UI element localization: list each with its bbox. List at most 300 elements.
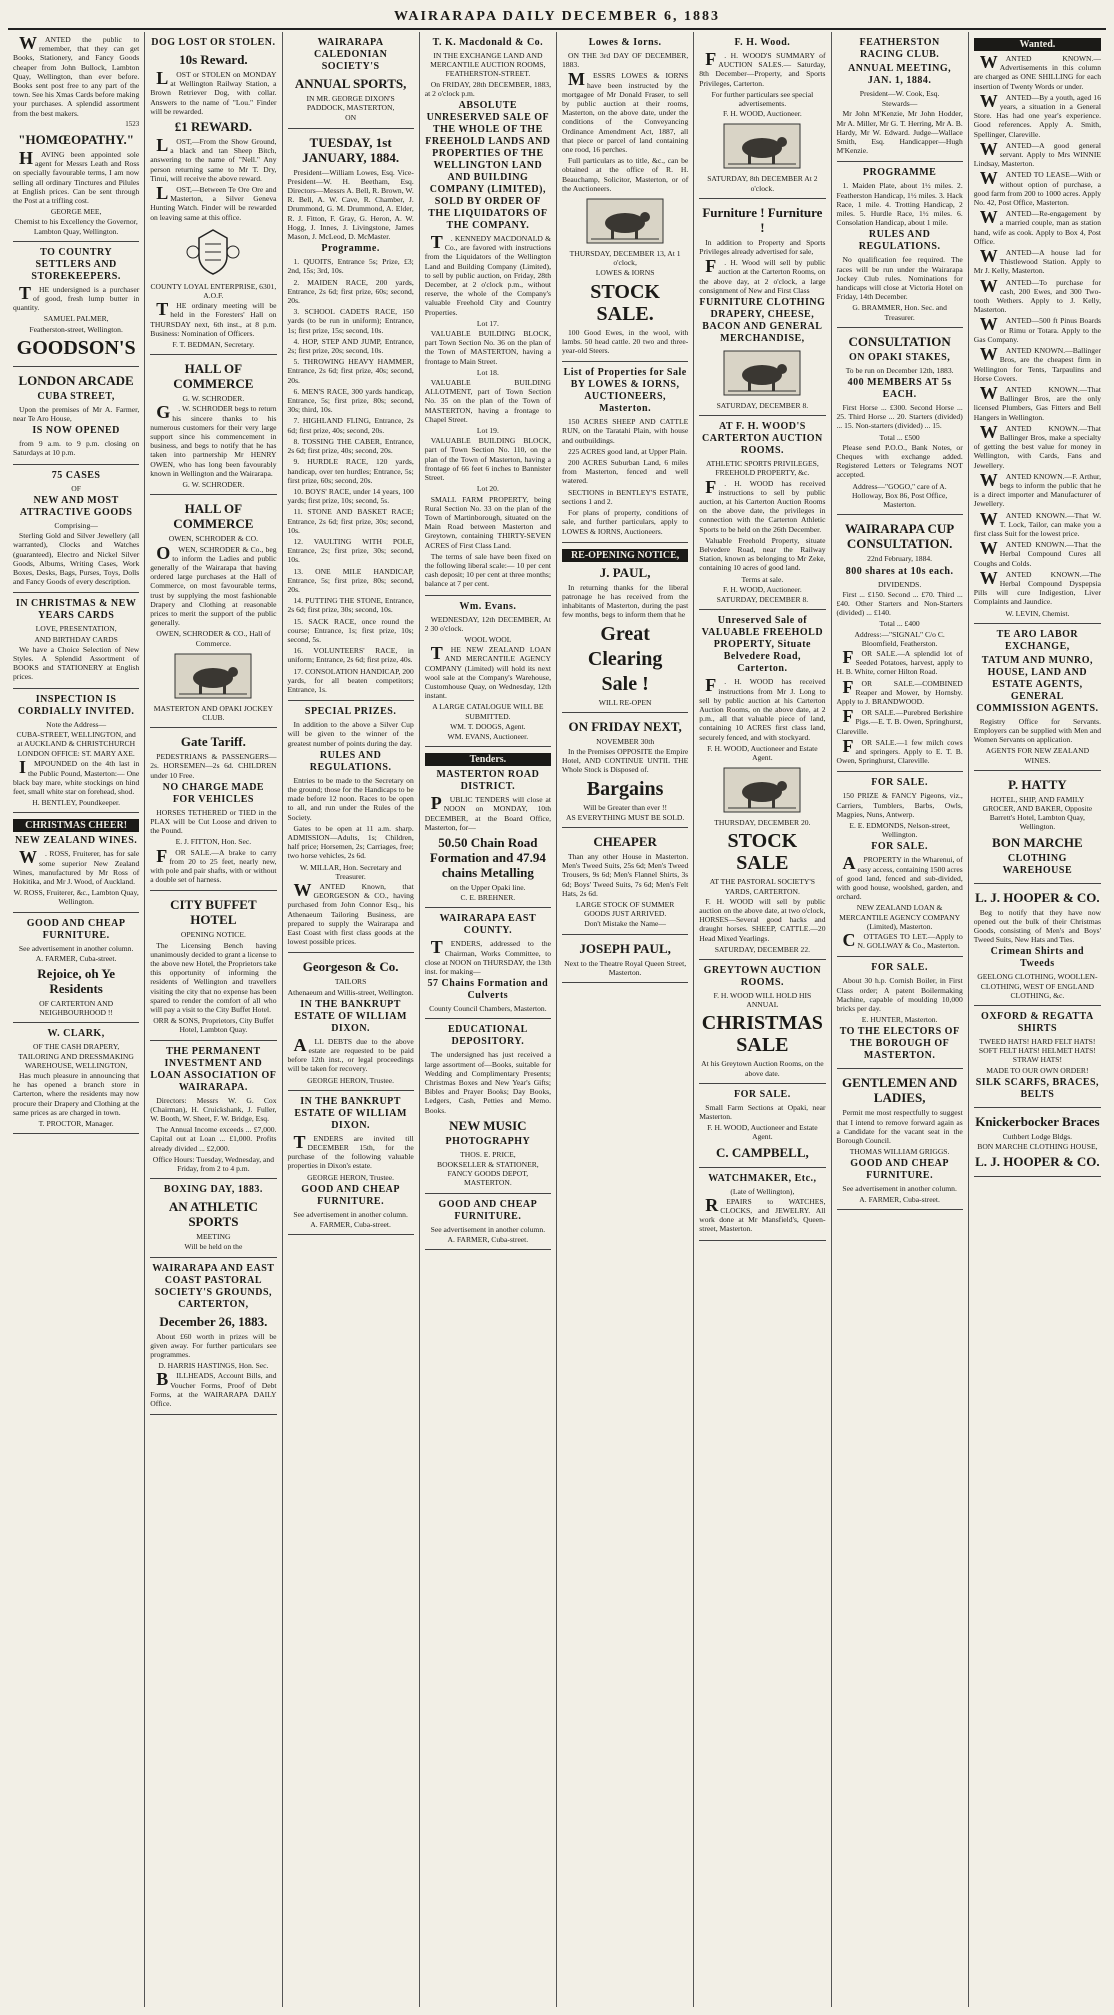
- ad-subline: Chemist to his Excellency the Governor, Lambton Quay, Wellington.: [14, 217, 138, 236]
- advertisement: [13, 242, 139, 367]
- ad-headline: AN ATHLETIC SPORTS: [168, 1199, 258, 1230]
- ad-text: Directors: Messrs W. G. Cox (Chairman), H. Cruickshank, J. Fuller, W. Booth, W. Sheet, F. W. Bridge, Esq.: [150, 1095, 277, 1124]
- ad-subline: F. H. WOOD, Auctioneer.: [722, 109, 802, 119]
- ad-subline: SATURDAY, DECEMBER 22.: [714, 944, 811, 954]
- ad-headline: 50.50 Chain Road Formation and 47.94 chains Metalling: [429, 834, 546, 880]
- ad-text: OTTAGES TO LET.—Apply to N. GOLLWAY & Co., Masterton.: [857, 932, 963, 951]
- ad-headline: December 26, 1883.: [159, 1313, 268, 1329]
- advertisement: [150, 355, 276, 495]
- ad-heading: WATCHMAKER, Etc.,: [708, 1172, 817, 1184]
- ad-subline: AS EVERYTHING MUST BE SOLD.: [566, 812, 685, 822]
- ad-text: . H. Wood will sell by public auction at the Carterton Rooms, on the above day, at 2 o'clock, a large consignment of New and First Class: [699, 258, 826, 295]
- ad-text: Full particulars as to title, &c., can be obtained at the office of R. H. Beauchamp, Solicitor, Masterton, or of the Auctioneers.: [562, 156, 689, 193]
- ad-heading: BOXING DAY, 1883.: [163, 1184, 263, 1196]
- drop-cap: W: [979, 508, 998, 529]
- ad-body-text: [425, 552, 551, 589]
- ad-text: ANTED KNOWN.—Ballinger Bros, are the cheapest firm in Wellington for Tents, Tarpaulins and Horse Covers.: [973, 346, 1101, 383]
- ad-subline: WM. T. DOOGS, Agent.: [450, 721, 526, 731]
- ad-body-text: [973, 508, 1101, 539]
- ad-text: Sterling Gold and Silver Jewellery (all warranted), Clocks and Watches (guaranteed), Electro and Nickel Silver Goods, Albums, Writing Cases, Work Boxes, Desks, Bags, Purses, Toys, Dolls and Fancy Goods of every description.: [13, 531, 140, 587]
- ad-subline: IN MR. GEORGE DIXON'S PADDOCK, MASTERTON,: [306, 94, 395, 113]
- advertisement: [425, 1019, 551, 1193]
- ad-heading: 800 shares at 10s each.: [845, 565, 954, 577]
- ad-body-text: [699, 258, 825, 295]
- ad-subline: T. PROCTOR, Manager.: [38, 1119, 114, 1129]
- ad-text: LL DEBTS due to the above estate are requested to be paid before 12th inst., or legal proceedings will be taken for recovery.: [287, 1036, 414, 1074]
- ad-headline: J. PAUL,: [599, 564, 651, 580]
- ad-heading: RULES AND REGULATIONS.: [858, 229, 941, 253]
- ad-subline: WOOL WOOL: [464, 634, 512, 644]
- ad-body-text: [837, 932, 963, 950]
- ad-body-text: [425, 1050, 551, 1114]
- ad-text: ILLHEADS, Account Bills, and Voucher Forms, Proof of Debt Forms, at the WAIRARAPA DAILY Office.: [150, 1371, 277, 1409]
- ad-body-text: [288, 646, 414, 664]
- advertisement: [837, 328, 963, 515]
- ad-subline: THURSDAY, DECEMBER 13, At 1 o'clock,: [569, 249, 681, 268]
- ad-subline: NEW ZEALAND LOAN & MERCANTILE AGENCY COMPANY (Limited), Masterton.: [839, 903, 961, 931]
- ad-text: ENDERS are invited till DECEMBER 15th, for the purchase of the following valuable properties in Dixon's estate.: [287, 1133, 414, 1171]
- advertisement: [288, 32, 414, 129]
- drop-cap: B: [156, 1369, 169, 1390]
- ad-subline: IN THE EXCHANGE LAND AND MERCANTILE AUCTION ROOMS, FEATHERSTON-STREET.: [430, 51, 546, 79]
- ad-subline: COUNTY LOYAL ENTERPRISE, 6301, A.O.F.: [150, 281, 277, 301]
- ad-heading: IS NOW OPENED: [32, 425, 120, 437]
- ad-subline: See advertisement in another column.: [18, 943, 134, 953]
- ad-text: ANTED KNOWN.—That Ballinger Bros, make a specialty of getting the best value for money in Wellington, with Cards, Fans and Jewellery.: [973, 423, 1101, 470]
- ad-subline: Address:—"SIGNAL" C/o C. Bloomfield, Featherston.: [854, 629, 945, 648]
- ad-body-text: [973, 382, 1101, 422]
- advertisement: [288, 701, 414, 953]
- ad-headline: CITY BUFFET HOTEL: [170, 897, 257, 928]
- ad-headline: £1 REWARD.: [174, 119, 253, 135]
- ad-body-text: [150, 404, 276, 478]
- ad-text: OR SALE.—COMBINED Reaper and Mower, by Hornsby. Apply to J. BRANDWOOD.: [836, 678, 963, 706]
- ad-heading: RULES AND REGULATIONS.: [309, 749, 392, 773]
- ad-heading: 400 MEMBERS AT 5s EACH.: [847, 377, 952, 401]
- ad-headline: P. HATTY: [1008, 776, 1067, 792]
- ad-heading: OXFORD & REGATTA SHIRTS: [981, 1011, 1094, 1035]
- ad-heading: SPECIAL PRIZES.: [304, 706, 397, 718]
- ad-text: VALUABLE BUILDING BLOCK, part Town Section No. 36 on the plan of the Town of MASTERTON, having a frontage to Main Street.: [424, 329, 551, 366]
- ad-subline: (Late of Wellington),: [730, 1186, 795, 1196]
- ad-heading: Unreserved Sale of VALUABLE FREEHOLD PROPERTY, Situate Belvedere Road, Carterton.: [701, 615, 824, 675]
- ad-body-text: [425, 615, 551, 633]
- ad-subline: Note the Address—: [46, 719, 107, 729]
- ad-text: OR SALE.—1 few milch cows and springers. Apply to E. T. B. Owen, Springhurst, Clareville.: [836, 737, 963, 766]
- ad-body-text: [974, 346, 1101, 383]
- ad-body-text: [288, 882, 414, 946]
- advertisement: [562, 828, 688, 935]
- section-banner: CHRISTMAS CHEER!: [13, 819, 139, 832]
- ad-subline: A. FARMER, Cuba-street.: [447, 1234, 529, 1244]
- drop-cap: T: [430, 937, 443, 958]
- drop-cap: F: [705, 675, 717, 696]
- ad-subline: Office Hours: Tuesday, Wednesday, and Friday, from 2 to 4 p.m.: [152, 1154, 275, 1174]
- ad-subline: President—W. Cook, Esq.: [859, 89, 940, 98]
- ad-text: ANTED KNOWN.—Advertisements in this column are charged as ONE SHILLING for each insertion of Twenty Words or under.: [973, 54, 1101, 91]
- ad-text: Beg to notify that they have now opened out the bulk of their Christmas Goods, consisting of Men's and Boys' Tweed Suits, New Hats and Ties.: [973, 907, 1101, 945]
- advertisement: [562, 362, 688, 542]
- ad-heading: TO THE ELECTORS OF THE BOROUGH OF MASTERTON.: [839, 1026, 960, 1062]
- ad-display-headline: CHRISTMAS SALE: [701, 1012, 823, 1057]
- woodcut-illustration-icon: [585, 197, 665, 245]
- ad-subline: Total ... £500: [879, 432, 920, 442]
- ad-subline: MASTERTON AND OPAKI JOCKEY CLUB.: [153, 703, 273, 722]
- ad-text: Upon the premises of Mr A. Farmer, near Te Aro House,: [13, 404, 140, 424]
- ad-body-text: [13, 150, 139, 205]
- advertisement: [974, 884, 1101, 1006]
- ad-text: 14. PUTTING THE STONE, Entrance, 2s 6d; first prize, 30s; second, 10s.: [287, 596, 414, 615]
- ad-display-headline: STOCK SALE: [727, 830, 798, 875]
- ad-subline: OWEN, SCHRODER & CO.: [168, 534, 258, 544]
- ad-text: 6. MEN'S RACE, 300 yards handicap, Entrance, 5s; first prize, 80s; second, 30s; third, 10s.: [287, 386, 414, 415]
- advertisement: [13, 689, 139, 814]
- drop-cap: L: [156, 183, 169, 204]
- advertisement: [974, 1108, 1101, 1177]
- ad-headline: TUESDAY, 1st JANUARY, 1884.: [302, 134, 400, 165]
- ad-body-text: [837, 255, 963, 301]
- ad-subline: SAMUEL PALMER,: [43, 314, 109, 324]
- ad-body-text: [288, 596, 414, 614]
- ad-body-text: [973, 275, 1101, 315]
- ad-text: 8. TOSSING THE CABER, Entrance, 2s 6d; first prize, 40s; second, 20s.: [287, 436, 414, 456]
- advertisement: [562, 543, 688, 713]
- ad-heading: W. CLARK,: [47, 1028, 105, 1040]
- ad-subline: Lot 18.: [476, 367, 499, 377]
- ad-text: Registry Office for Servants. Employers can be supplied with Men and Women Servants on application.: [973, 716, 1101, 745]
- ad-body-text: [837, 181, 963, 227]
- ad-body-text: [288, 337, 414, 355]
- ad-text: . KENNEDY MACDONALD & Co., are favored with instructions from the Liquidators of the Wellington Land and Building Company (Limited), to sell by public auction, on Friday, 28th December, at 2 o'clock p.m., without reserve, the whole of the Company's valuable Freehold City and Country Properties.: [424, 234, 551, 317]
- ad-headline: L. J. HOOPER & CO.: [975, 1154, 1100, 1170]
- ad-body-text: [288, 776, 414, 822]
- ad-subline: F. H. WOOD WILL HOLD HIS ANNUAL: [713, 990, 812, 1010]
- ad-subline: Terms at sale.: [741, 574, 784, 584]
- ad-heading: NEW ZEALAND WINES.: [14, 835, 138, 847]
- ad-body-text: [974, 248, 1101, 276]
- ad-text: In the Premises OPPOSITE the Empire Hotel, AND CONTINUE UNTIL THE Whole Stock is Disposed of.: [562, 746, 689, 775]
- drop-cap: F: [705, 256, 717, 277]
- ad-text: ON THE 3rd DAY OF DECEMBER, 1883.: [562, 51, 689, 70]
- ad-body-text: [837, 708, 963, 736]
- advertisement: [13, 32, 139, 242]
- ad-text: 2. MAIDEN RACE, 200 yards, Entrance, 2s 6d; first prize, 60s; second, 20s.: [287, 277, 414, 306]
- ad-subline: G. W. SCHRODER.: [182, 480, 245, 490]
- ad-subline: Stewards—: [881, 99, 918, 109]
- ad-heading: F. H. Wood.: [734, 37, 791, 48]
- ad-text: . H. WOOD has received instructions from Mr J. Long to sell by public auction at his Carterton Auction Rooms, on the above date, at 2 p.m., all that valuable piece of land, containing 10 ACRES first class land, securely fenced, and with stockyard.: [699, 677, 826, 742]
- ad-subline: A LARGE CATALOGUE WILL BE SUBMITTED.: [432, 702, 544, 721]
- ad-text: F. H. WOOD will sell by public auction on the above date, at two o'clock, HORSES—Several good hacks and draught horses. SHEEP, CATTLE.—20 Head Mixed Yearlings.: [699, 896, 826, 943]
- ad-body-text: [974, 316, 1101, 344]
- ad-subline: THURSDAY, DECEMBER 20.: [714, 818, 811, 828]
- ad-body-text: [425, 80, 551, 98]
- ad-body-text: [288, 567, 414, 595]
- ad-body-text: [288, 617, 414, 645]
- woodcut-illustration-icon: [173, 652, 253, 700]
- drop-cap: W: [979, 421, 998, 442]
- ad-text: from 9 a.m. to 9 p.m. closing on Saturdays at 10 p.m.: [13, 439, 140, 458]
- ad-heading: 57 Chains Formation and Culverts: [427, 978, 549, 1002]
- ad-subline: AND BIRTHDAY CARDS: [34, 634, 118, 644]
- ad-subline: on the Upper Opaki line.: [450, 882, 526, 892]
- ad-body-text: [288, 416, 414, 434]
- news-column-4: [420, 32, 557, 2007]
- ad-text: First Horse ... £300. Second Horse ... 25. Third Horse ... 20. Starters (divided) ... 15. Non-starters (divided) ... 15.: [836, 403, 963, 431]
- ad-text: . H. WOOD'S SUMMARY of AUCTION SALES.— Saturday, 8th December—Property, and Sports Privileges, Carterton.: [699, 51, 826, 88]
- ad-subline: Don't Mistake the Name—: [584, 919, 666, 929]
- ad-body-text: [699, 536, 825, 573]
- ad-body-text: [562, 51, 688, 69]
- section-banner: Wanted.: [974, 38, 1101, 51]
- ad-body-text: [150, 185, 276, 222]
- ad-heading: DOG LOST OR STOLEN.: [151, 37, 276, 48]
- ad-text: OST,—From the Show Ground, a black and tan Sheep Bitch, answering to the name of "Nell." Any person returning same to Mr T. Dry, Tinui, will receive the above reward.: [150, 137, 277, 183]
- ad-subline: W. LEVIN, Chemist.: [1005, 608, 1070, 618]
- ad-display-headline: Sale !: [601, 672, 649, 695]
- ad-heading: 75 CASES: [51, 469, 101, 481]
- ad-subline: Lot 19.: [476, 426, 499, 436]
- ad-headline: CHEAPER: [593, 833, 657, 849]
- ad-text: On FRIDAY, 28th DECEMBER, 1883, at 2 o'clock p.m.: [424, 79, 551, 98]
- advertisement: [150, 32, 276, 355]
- ad-heading: ON OPAKI STAKES,: [848, 351, 951, 363]
- ad-body-text: [288, 667, 414, 695]
- ad-headline: Gate Tariff.: [180, 734, 246, 750]
- ad-subline: County Council Chambers, Masterton.: [429, 1004, 547, 1014]
- ad-heading: Wm. Evans.: [459, 600, 517, 612]
- section-banner: Tenders.: [425, 753, 551, 766]
- advertisement: [699, 610, 825, 960]
- drop-cap: F: [705, 49, 717, 69]
- ad-text: ANTED—500 ft Pinus Boards or Rimu or Totara. Apply to the Gas Company.: [973, 316, 1101, 344]
- advertisement: [288, 953, 414, 1090]
- ad-text: About £60 worth in prizes will be given away. For further particulars see programmes.: [150, 1331, 277, 1360]
- ad-body-text: [150, 1125, 276, 1153]
- ad-body-text: [13, 531, 139, 586]
- ad-body-text: [288, 257, 414, 275]
- ad-heading: SILK SCARFS, BRACES, BELTS: [975, 1076, 1100, 1100]
- ad-body-text: [288, 307, 414, 335]
- ad-subline: 22nd February, 1884.: [867, 554, 933, 564]
- ad-text: First ... £150. Second ... £70. Third ... £40. Other Starters and Non-Starters (divided) ... £140.: [836, 589, 963, 618]
- ad-body-text: [973, 421, 1101, 470]
- drop-cap: C: [842, 930, 856, 950]
- ad-text: 200 ACRES Suburban Land, 6 miles from Masterton, fenced and well watered.: [562, 458, 689, 486]
- ad-body-text: [425, 436, 551, 482]
- news-column-5: [557, 32, 694, 2007]
- ad-heading: MASTERTON ROAD DISTRICT.: [436, 769, 540, 793]
- ad-text: 7. HIGHLAND FLING, Entrance, 2s 6d; first prize, 40s; second, 20s.: [287, 416, 414, 435]
- ad-heading: INSPECTION IS CORDIALLY INVITED.: [17, 693, 135, 717]
- drop-cap: H: [19, 148, 34, 169]
- ad-text: ANTED KNOWN.—That the Herbal Compound Cures all Coughs and Colds.: [973, 540, 1101, 568]
- ad-body-text: [425, 329, 551, 366]
- ad-text: Has much pleasure in announcing that he has opened a branch store in Carterton, where the residents may now procure their Drapery and Clothing at the same prices as are charged in town.: [13, 1071, 140, 1117]
- ad-text: The Annual Income exceeds ... £7,000. Capital out at Loan ... £1,000. Profits already divided ... £2,000.: [150, 1125, 277, 1153]
- ad-text: ANTED KNOWN.—F. Arthur, begs to inform the public that he is a direct importer and Manufacturer of Jewellery.: [973, 471, 1101, 509]
- ad-body-text: [150, 301, 276, 338]
- advertisement: [288, 129, 414, 702]
- ad-subline: See advertisement in another column.: [842, 1184, 957, 1194]
- ad-text: In returning thanks for the liberal patronage he has received from the inhabitants of Masterton, during the past few months, begs to inform them that he: [562, 582, 689, 620]
- ad-subline: OWEN, SCHRODER & CO., Hall of Commerce.: [156, 629, 271, 648]
- ad-text: OR SALE.—A brake to carry from 20 to 25 feet, nearly new, with pole and pair shafts, with or without a double set of harness.: [150, 847, 277, 885]
- ad-headline: C. CAMPBELL,: [715, 1144, 809, 1160]
- ad-subline: ON: [345, 113, 357, 123]
- ad-headline: WAIRARAPA CUP CONSULTATION.: [845, 521, 955, 552]
- ad-text: 12. VAULTING WITH POLE, Entrance, 2s; first prize, 30s; second, 10s.: [287, 536, 414, 565]
- ad-text: President—William Lowes, Esq. Vice-President—W. H. Beetham, Esq. Directors—Messrs A. Bell, R. Brown, W. R. Bell, A. W. Cave, R. Chamber, J. Drummond, G. M. Drummond, A. Elder, R. J. Fitton, F. Gray, G. Heron, A. W. Hogg, J. Innes, J. Livingstone, James Mason, J. McLeod, D. McMaster.: [287, 167, 414, 242]
- ad-body-text: [288, 487, 414, 505]
- ad-text: 9. HURDLE RACE, 120 yards, handicap, over ten hurdles; Entrance, 5s; first prize, 60s; second, 20s.: [287, 457, 414, 485]
- advertisement: [699, 1084, 825, 1168]
- advertisement: [150, 1041, 276, 1180]
- ad-text: 225 ACRES good land, at Upper Plain.: [568, 446, 687, 456]
- ad-text: . H. WOOD has received instructions to sell by public auction, at his Carterton Auction Rooms on the above date, the privileges in connection with the Carterton Athletic Sports to be held on the 26th December.: [699, 478, 826, 534]
- ad-heading: FOR SALE.: [871, 777, 928, 789]
- ad-body-text: [836, 735, 963, 766]
- ad-body-text: [13, 405, 139, 423]
- ad-subline: See advertisement in another column.: [293, 1209, 408, 1219]
- ad-display-headline: Great: [600, 622, 650, 645]
- ad-text: The undersigned has just received a large assortment of—Books, suitable for Wedding and Complimentary Presents; Christmas Boxes and New Year's Gifts; Bibles and Prayer Books; Day Books, Ledgers, Cash, Petties and Memo. Books.: [424, 1050, 551, 1115]
- ad-heading: GOOD AND CHEAP FURNITURE.: [26, 917, 126, 941]
- ad-body-text: [973, 138, 1101, 169]
- ad-heading: FOR SALE.: [871, 841, 928, 853]
- ad-subline: Address—"GOGO," care of A. Holloway, Box 86, Post Office, Masterton.: [851, 481, 948, 510]
- ad-text: . ROSS, Fruiterer, has for sale some superior New Zealand Wines, manufactured by Mr Ross of Hokitika, and Mr J. Wood, of Auckland.: [13, 849, 140, 886]
- ad-text: . W. SCHRODER begs to return his sincere thanks to his numerous customers for their very large support since his commencement in business, and begs to notify that he has taken into partnership Mr HENRY OWEN, who has long been favourably known in Wellington and the Wairarapa.: [150, 404, 277, 478]
- ad-body-text: [562, 747, 688, 775]
- ad-heading: THE PERMANENT INVESTMENT AND LOAN ASSOCIATION OF WAIRARAPA.: [150, 1045, 277, 1093]
- ad-heading: List of Properties for Sale BY LOWES & IORNS, AUCTIONEERS, Masterton.: [563, 367, 687, 415]
- ad-body-text: [837, 976, 963, 1013]
- ad-text: ANTED—A good general servant. Apply to Mrs WINNIE Lindsay, Masterton.: [973, 140, 1101, 169]
- drop-cap: F: [705, 476, 717, 497]
- ad-subline: G. W. SCHRODER.: [182, 394, 245, 404]
- drop-cap: W: [979, 344, 998, 365]
- ad-body-text: [13, 759, 139, 796]
- ad-subline: Comprising—: [54, 520, 98, 530]
- ad-text: SECTIONS in BENTLEY'S ESTATE, sections 1 and 2.: [562, 487, 689, 506]
- ad-text: 100 Good Ewes, in the wool, with lambs. 50 head cattle. 20 two and three-year-old Steers.: [562, 327, 689, 356]
- advertisement: [425, 1194, 551, 1250]
- ad-subline: F. H. WOOD, Auctioneer and Estate Agent.: [707, 1123, 818, 1142]
- ad-text: 13. ONE MILE HANDICAP, Entrance, 5s; first prize, 80s; second, 20s.: [287, 566, 414, 594]
- advertisement: [837, 32, 963, 162]
- ad-subline: GEORGE MEE,: [50, 207, 102, 217]
- ad-body-text: [288, 507, 414, 535]
- advertisement: [150, 1179, 276, 1257]
- ad-text: 3. SCHOOL CADETS RACE, 150 yards (to be run in uniform); Entrance, 1s; first prize, 15s; second, 10s.: [287, 307, 414, 335]
- ad-subline: G. BRAMMER, Hon. Sec. and Treasurer.: [852, 303, 947, 322]
- ad-text: ANTED KNOWN.—That Ballinger Bros, are the only licensed Plumbers, Gas Fitters and Bell Hangers in Wellington.: [973, 384, 1101, 422]
- ad-subline: LONDON OFFICE: ST. MARY AXE.: [17, 749, 135, 759]
- ad-heading: GREYTOWN AUCTION ROOMS.: [703, 964, 822, 988]
- ad-body-text: [13, 439, 139, 457]
- ad-text: OST or STOLEN on MONDAY at Wellington Railway Station, a Brown Retriever Dog, with collar. Answers to the name of "Lou." Finder will be rewarded.: [150, 70, 277, 116]
- ad-subline: Next to the Theatre Royal Queen Street, Masterton.: [564, 958, 687, 977]
- ad-heading: NO CHARGE MADE FOR VEHICLES: [162, 781, 265, 805]
- ad-subline: TWEED HATS! HARD FELT HATS! SOFT FELT HATS! HELMET HATS! STRAW HATS!: [978, 1037, 1096, 1065]
- drop-cap: I: [19, 757, 27, 778]
- ad-text: 11. STONE AND BASKET RACE; Entrance, 2s 6d; first prize, 30s; second, 10s.: [287, 507, 414, 535]
- ad-subline: OPENING NOTICE.: [180, 930, 246, 940]
- ad-heading: CUBA STREET,: [37, 390, 115, 402]
- ad-subline: SATURDAY, DECEMBER 8.: [716, 595, 809, 605]
- ad-body-text: [150, 845, 277, 885]
- ad-text: Gates to be open at 11 a.m. sharp. ADMISSION—Adults, 1s; Children, half price; Horsemen, 2s; Carriages, free; two horse vehicles, 2s 6d.: [287, 823, 414, 861]
- ad-text: ANTED TO LEASE—With or without option of purchase, a good farm from 200 to 1000 acres. Apply No. 42, Post Office, Masterton.: [973, 170, 1101, 208]
- ad-text: Than any other House in Masterton. Men's Tweed Suits, 25s 6d; Men's Tweed Trousers, 9s 6d; Men's Flannel Shirts, 3s 6d; Boys' Tweed Suits, 7s 6d; Men's Felt Hats, 2s 6d.: [562, 851, 689, 898]
- ad-body-text: [562, 583, 688, 620]
- ad-subline: OF THE CASH DRAPERY, TAILORING AND DRESSMAKING WAREHOUSE, WELLINGTON,: [18, 1042, 134, 1070]
- drop-cap: L: [156, 68, 169, 88]
- ad-text: SMALL FARM PROPERTY, being Rural Section No. 33 on the plan of the Town of Martinborough, situated on the Main Road between Masterton and Greytown, containing THIRTY-SEVEN ACRES of First Class Land.: [424, 494, 551, 550]
- ad-display-headline: STOCK SALE.: [590, 280, 660, 325]
- ad-body-text: [699, 51, 825, 88]
- ad-headline: GENTLEMEN AND LADIES,: [842, 1075, 958, 1106]
- advertisement: [837, 957, 963, 1069]
- ad-heading: Lowes & Iorns.: [588, 37, 662, 48]
- ad-body-text: [837, 590, 963, 618]
- ad-body-text: [562, 447, 688, 456]
- ad-body-text: [837, 855, 963, 901]
- ad-subline: MADE TO OUR OWN ORDER!: [986, 1065, 1089, 1075]
- ad-body-text: [837, 791, 963, 819]
- ad-text: HE NEW ZEALAND LOAN AND MERCANTILE AGENCY COMPANY (Limited) will hold its next wool sale at the Company's Warehouse, Customhouse Quay, on Wednesday, 12th instant.: [424, 645, 551, 701]
- advertisement: [150, 891, 276, 1040]
- advertisement: [425, 596, 551, 748]
- ad-body-text: [288, 278, 414, 306]
- ad-text: HE ordinary meeting will be held in the Foresters' Hall on THURSDAY next, 6th inst., at 8 p.m. Business: Nomination of Officers.: [150, 301, 277, 338]
- ad-subline: THOMAS WILLIAM GRIGGS.: [849, 1147, 950, 1157]
- ad-subline: H. BENTLEY, Poundkeeper.: [32, 798, 121, 808]
- crest-emblem-icon: [181, 226, 245, 278]
- ad-heading: GOOD AND CHEAP FURNITURE.: [301, 1183, 400, 1207]
- ad-subline: A. FARMER, Cuba-street.: [310, 1220, 391, 1230]
- ad-subline: LOVE, PRESENTATION,: [35, 624, 117, 634]
- ad-body-text: [288, 537, 414, 565]
- ad-text: Valuable Freehold Property, situate Belvedere Road, near the Railway Station, known as belonging to Mr Zeke, containing 10 acres of good land.: [699, 535, 826, 573]
- ad-body-text: [699, 476, 826, 534]
- ad-heading: PROGRAMME: [862, 167, 937, 179]
- ad-headline: ON FRIDAY NEXT,: [568, 718, 682, 734]
- ad-subline: THOS. E. PRICE,: [460, 1149, 516, 1159]
- ad-body-text: [699, 238, 825, 256]
- ad-body-text: [699, 897, 825, 943]
- advertisement: [699, 32, 825, 199]
- drop-cap: W: [979, 90, 998, 111]
- news-column-8: [969, 32, 1106, 2007]
- ad-text: 150 ACRES SHEEP AND CATTLE RUN, on the Taratahi Plain, with house and outbuildings.: [562, 417, 689, 445]
- ad-body-text: [150, 1371, 276, 1408]
- ad-headline: Rejoice, oh Ye Residents: [37, 965, 116, 996]
- ad-body-text: [974, 908, 1101, 945]
- ad-text: ESSRS LOWES & IORNS have been instructed by the mortgagee of Mr Donald Fraser, to sell by public auction at their rooms, Masterton, on the above date, under the conditions of the Conveyancing Ordinance Amendment Act, 1887, all that piece or parcel of land containing one rood, 16 perches.: [562, 71, 689, 155]
- ad-heading: T. K. Macdonald & Co.: [432, 37, 544, 48]
- ad-body-text: [974, 54, 1101, 91]
- ad-heading: GOOD AND CHEAP FURNITURE.: [850, 1158, 949, 1182]
- ad-body-text: [150, 542, 277, 628]
- ad-heading: Programme.: [321, 243, 380, 255]
- ad-subline: GEORGE HERON, Trustee.: [307, 1172, 395, 1182]
- ad-body-text: [836, 646, 963, 677]
- drop-cap: W: [979, 538, 998, 559]
- ad-text: 16. VOLUNTEERS' RACE, in uniform; Entrance, 2s 6d; first prize, 40s.: [287, 646, 414, 665]
- news-column-3: [283, 32, 420, 2007]
